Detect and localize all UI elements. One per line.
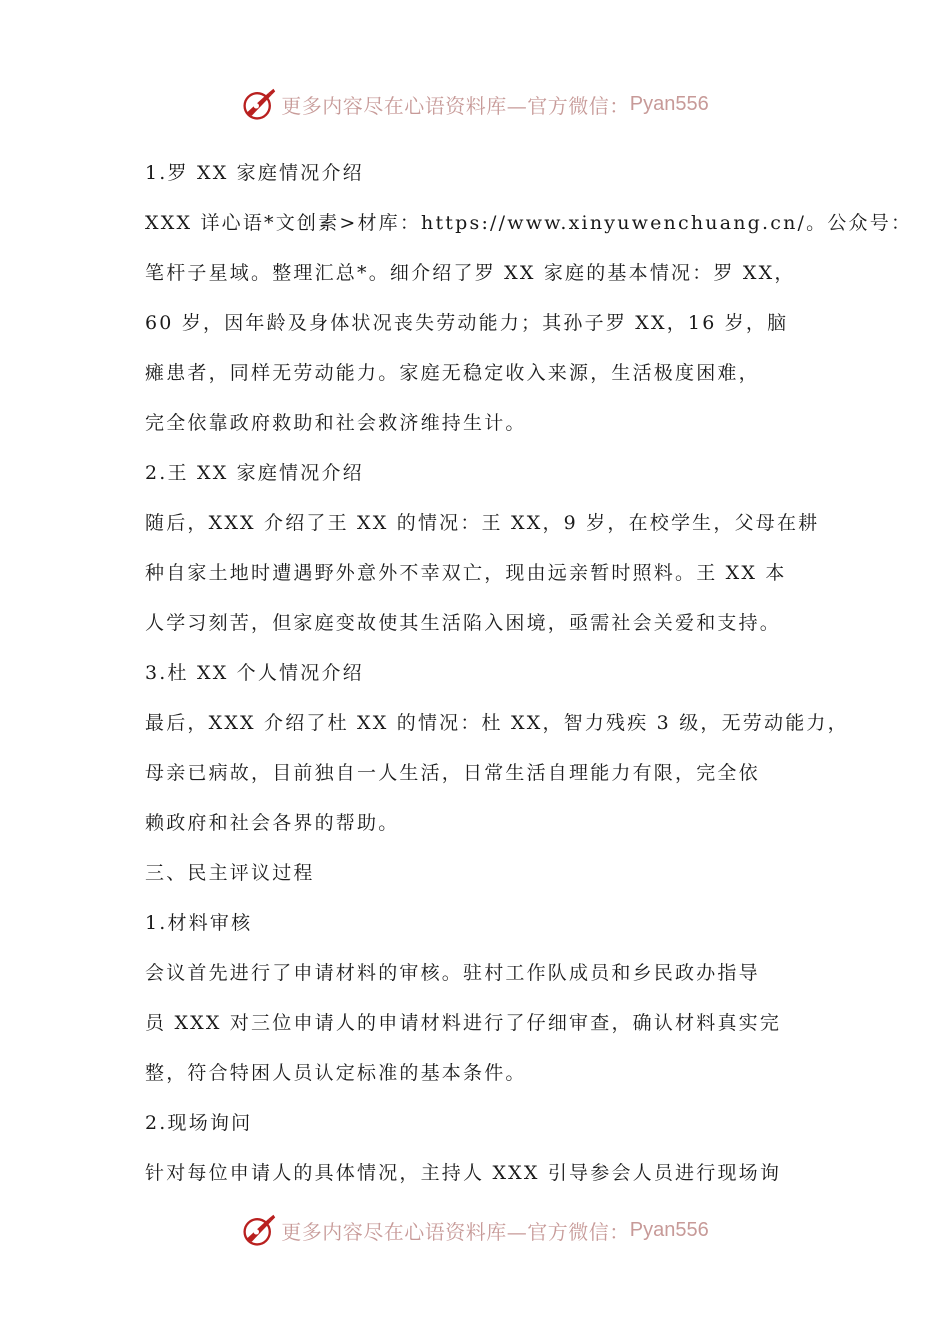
heading-luo-family: 1.罗 XX 家庭情况介绍	[145, 162, 364, 184]
heading-wang-family: 2.王 XX 家庭情况介绍	[145, 462, 364, 484]
text-line: 笔杆子星域。整理汇总*。细介绍了罗 XX 家庭的基本情况：罗 XX，	[145, 262, 796, 284]
heading-du-individual: 3.杜 XX 个人情况介绍	[145, 662, 364, 684]
text-line: 人学习刻苦，但家庭变故使其生活陷入困境，亟需社会关爱和支持。	[145, 612, 782, 634]
text-line: 随后，XXX 介绍了王 XX 的情况：王 XX，9 岁，在校学生，父母在耕	[145, 512, 820, 534]
text-line: XXX 详心语*文创素>材库：https://www.xinyuwenchuang.cn/。公众号：	[145, 212, 913, 234]
pen-circle-icon	[241, 1212, 277, 1248]
heading-onsite-inquiry: 2.现场询问	[145, 1112, 253, 1134]
text-line: 整，符合特困人员认定标准的基本条件。	[145, 1062, 527, 1084]
header-banner	[0, 82, 950, 126]
heading-section-three: 三、民主评议过程	[145, 862, 315, 884]
text-line: 种自家土地时遭遇野外意外不幸双亡，现由远亲暂时照料。王 XX 本	[145, 562, 787, 584]
footer-banner	[0, 1208, 950, 1252]
text-line: 完全依靠政府救助和社会救济维持生计。	[145, 412, 527, 434]
text-line: 针对每位申请人的具体情况，主持人 XXX 引导参会人员进行现场询	[145, 1162, 782, 1184]
text-line: 员 XXX 对三位申请人的申请材料进行了仔细审查，确认材料真实完	[145, 1012, 782, 1034]
pen-circle-icon	[241, 86, 277, 122]
text-line: 瘫患者，同样无劳动能力。家庭无稳定收入来源，生活极度困难，	[145, 362, 760, 384]
text-line: 会议首先进行了申请材料的审核。驻村工作队成员和乡民政办指导	[145, 962, 760, 984]
document-text	[145, 148, 913, 1198]
banner-text: 更多内容尽在心语资料库—官方微信：	[281, 1219, 630, 1244]
text-line: 60 岁，因年龄及身体状况丧失劳动能力；其孙子罗 XX，16 岁，脑	[145, 312, 789, 334]
text-line: 母亲已病故，目前独自一人生活，日常生活自理能力有限，完全依	[145, 762, 760, 784]
text-line: 赖政府和社会各界的帮助。	[145, 812, 400, 834]
banner-wechat-id: Pyan556	[629, 1218, 709, 1241]
document-body	[145, 148, 913, 1198]
banner-wechat-id: Pyan556	[629, 92, 709, 115]
text-line: 最后，XXX 介绍了杜 XX 的情况：杜 XX，智力残疾 3 级，无劳动能力，	[145, 712, 849, 734]
banner-text: 更多内容尽在心语资料库—官方微信：	[281, 93, 630, 118]
heading-material-review: 1.材料审核	[145, 912, 253, 934]
